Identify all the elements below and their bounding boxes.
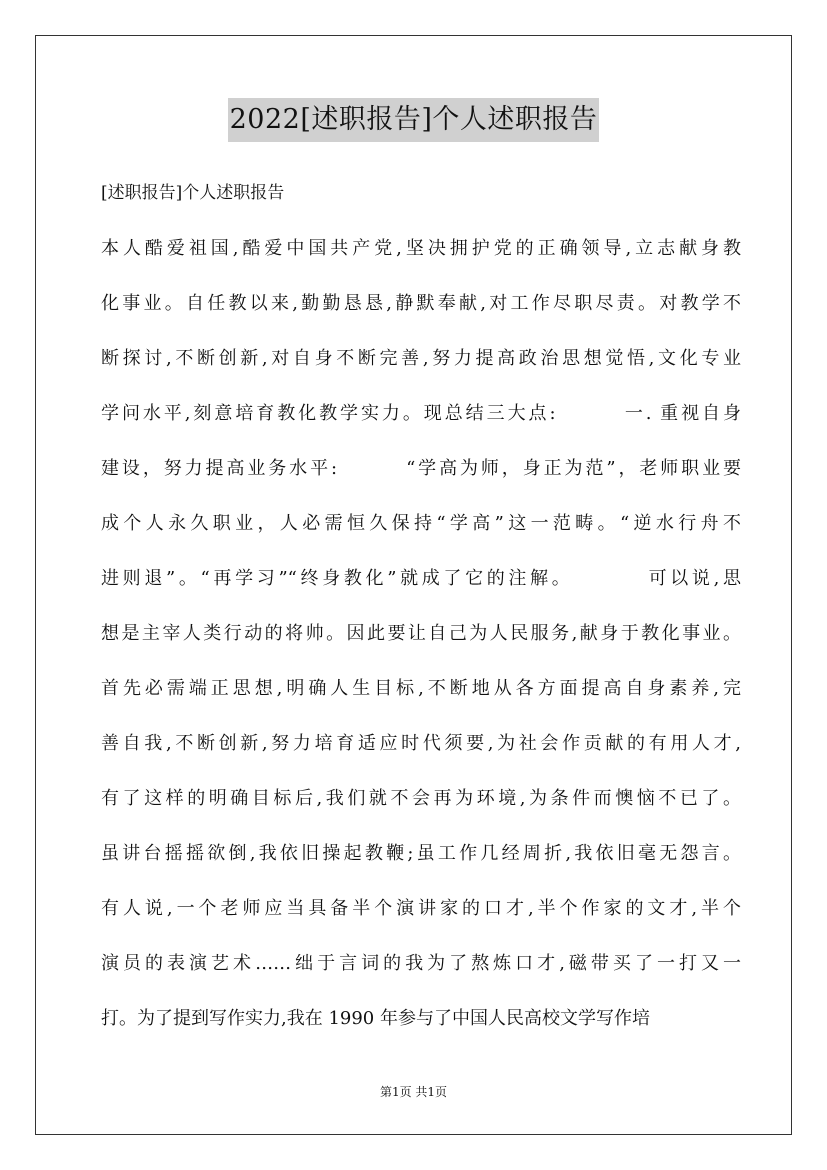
body-line: 学问水平,刻意培育教化教学实力。现总结三大点: 一. 重视自身 <box>101 403 741 424</box>
body-line: 虽讲台摇摇欲倒,我依旧操起教鞭;虽工作几经周折,我依旧毫无怨言。 <box>101 843 741 864</box>
body-line: 成个人永久职业，人必需恒久保持“学高”这一范畴。“逆水行舟不 <box>101 513 741 534</box>
body-line: 断探讨,不断创新,对自身不断完善,努力提高政治思想觉悟,文化专业 <box>101 348 741 369</box>
document-subtitle: [述职报告]个人述职报告 <box>101 183 285 203</box>
body-line: 善自我,不断创新,努力培育适应时代须要,为社会作贡献的有用人才, <box>101 733 741 754</box>
title-container <box>0 98 827 142</box>
body-line: 打。为了提到写作实力,我在 1990 年参与了中国人民高校文学写作培 <box>101 1008 650 1029</box>
document-title: 2022[述职报告]个人述职报告 <box>228 98 600 142</box>
body-line: 有人说,一个老师应当具备半个演讲家的口才,半个作家的文才,半个 <box>101 898 741 919</box>
body-line: 首先必需端正思想,明确人生目标,不断地从各方面提高自身素养,完 <box>101 678 741 699</box>
body-line: 化事业。自任教以来,勤勤恳恳,静默奉献,对工作尽职尽责。对教学不 <box>101 293 741 314</box>
body-line: 建设，努力提高业务水平: “学高为师，身正为范”，老师职业要 <box>101 458 741 479</box>
body-line: 想是主宰人类行动的将帅。因此要让自己为人民服务,献身于教化事业。 <box>101 623 741 644</box>
body-line: 进则退”。“再学习”“终身教化”就成了它的注解。 可以说,思 <box>101 568 741 589</box>
body-text <box>101 229 741 1054</box>
body-line: 有了这样的明确目标后,我们就不会再为环境,为条件而懊恼不已了。 <box>101 788 741 809</box>
page-footer: 第1页 共1页 <box>379 1085 448 1099</box>
body-line: 演员的表演艺术……绌于言词的我为了熬炼口才,磁带买了一打又一 <box>101 953 741 974</box>
body-line: 本人酷爱祖国,酷爱中国共产党,坚决拥护党的正确领导,立志献身教 <box>101 238 741 259</box>
